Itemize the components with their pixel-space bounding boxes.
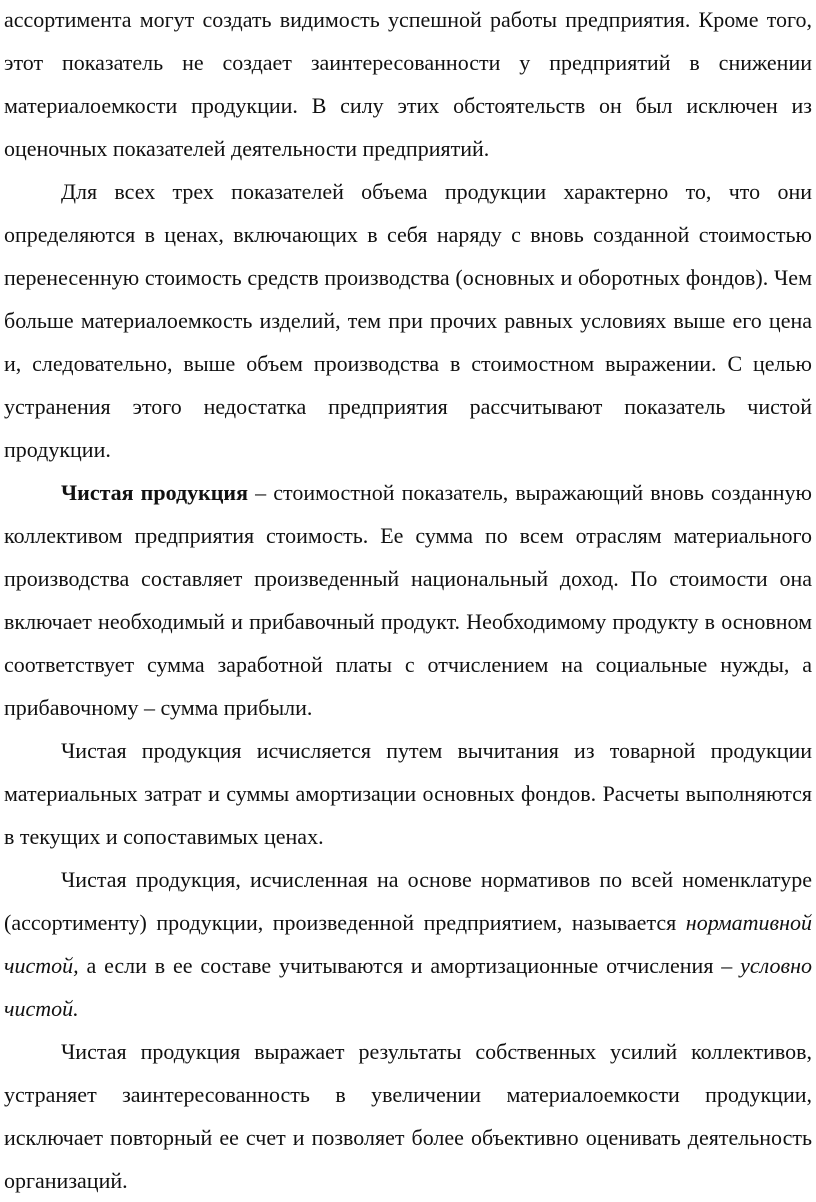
paragraph-1: ассортимента могут создать видимость успешной работы предприятия. Кроме того, этот показатель не создает заинтересованности у предприятий в снижении материалоемкости продукции. В силу этих обстоятельств он был исключен из оценочных показателей деятельности предприятий. [4,7,812,161]
paragraph-5-text-middle: а если в ее составе учитываются и амортизационные отчисления – [78,953,741,978]
term-net-production: Чистая продукция [61,480,249,505]
paragraph-5-text-before: Чистая продукция, исчисленная на основе нормативов по всей номенклатуре (ассортименту) продукции, произведенной предприятием, называется [4,867,812,935]
paragraph-6: Чистая продукция выражает результаты собственных усилий коллективов, устраняет заинтересованность в увеличении материалоемкости продукции, исключает повторный ее счет и позволяет более объективно оценивать деятельность организаций. [4,1039,812,1193]
paragraph-3 [4,471,812,729]
paragraph-3-text: – стоимостной показатель, выражающий вновь созданную коллективом предприятия стоимость. Ее сумма по всем отраслям материального производства составляет произведенный национальный доход. По стоимости она включает необходимый и прибавочный продукт. Необходимому продукту в основном соответствует сумма заработной платы с отчислением на социальные нужды, а прибавочному – сумма прибыли. [4,480,812,720]
term-conditionally-net: условно чистой. [4,953,812,1021]
term-normative-net: нормативной чистой, [4,910,812,978]
paragraph-4: Чистая продукция исчисляется путем вычитания из товарной продукции материальных затрат и суммы амортизации основных фондов. Расчеты выполняются в текущих и сопоставимых ценах. [4,738,812,849]
paragraph-2: Для всех трех показателей объема продукции характерно то, что они определяются в ценах, включающих в себя наряду с вновь созданной стоимостью перенесенную стоимость средств производства (основных и оборотных фондов). Чем больше материалоемкость изделий, тем при прочих равных условиях выше его цена и, следовательно, выше объем производства в стоимостном выражении. С целью устранения этого недостатка предприятия рассчитывают показатель чистой продукции. [4,179,812,462]
paragraph-5 [4,858,812,1030]
